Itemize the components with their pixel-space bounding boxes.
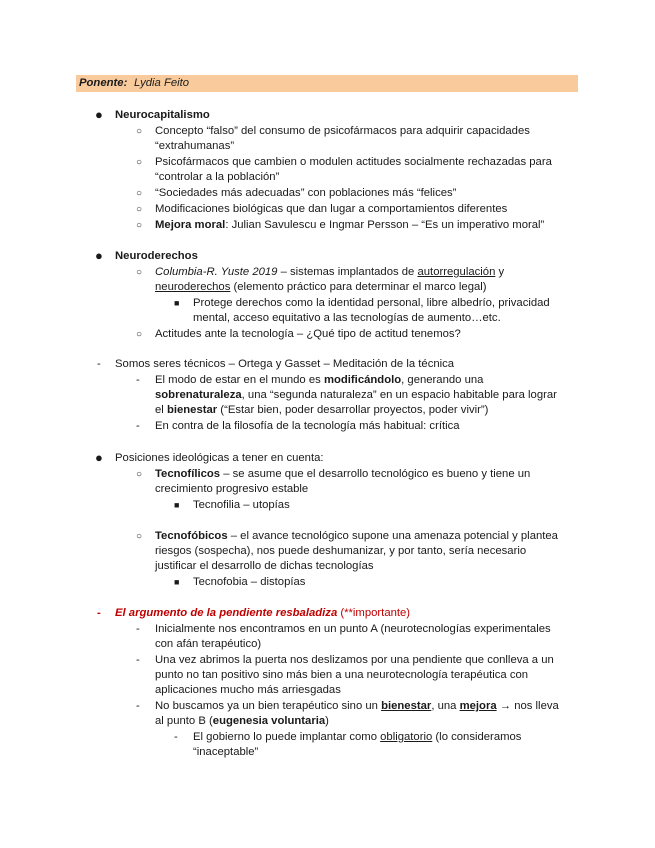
list-item-text: , una: [431, 700, 460, 712]
speaker-name: Lydia Feito: [134, 77, 190, 89]
bullet-circle-icon: ○: [136, 204, 143, 215]
list-item: En contra de la filosofía de la tecnología más habitual: crítica: [155, 420, 460, 432]
list-item-continuation: con afán terapéutico): [155, 638, 262, 650]
list-item-text: El gobierno lo puede implantar como: [193, 731, 381, 743]
section-title-neuroderechos: Neuroderechos: [115, 250, 198, 262]
list-item-continuation: aplicaciones mucho más arriesgadas: [155, 684, 341, 696]
section-title-posiciones: Posiciones ideológicas a tener en cuenta:: [115, 452, 324, 464]
bullet-dash-icon: -: [136, 420, 140, 432]
list-item: [155, 373, 483, 388]
section-title-tecnicos: Somos seres técnicos – Ortega y Gasset – Meditación de la técnica: [115, 358, 455, 370]
list-item-text: y: [495, 266, 505, 278]
section-title-pendiente: [115, 606, 410, 621]
list-item-continuation: “extrahumanas”: [155, 140, 235, 152]
speaker-header: [76, 75, 578, 92]
italic-reference: Columbia-R. Yuste 2019: [155, 266, 278, 278]
bullet-circle-icon: ○: [136, 469, 143, 480]
bold-term: Mejora moral: [155, 219, 226, 231]
list-item: Una vez abrimos la puerta nos deslizamos por una pendiente que conlleva a un: [155, 654, 554, 666]
list-item: Concepto “falso” del consumo de psicofármacos para adquirir capacidades: [155, 125, 530, 137]
bold-term: eugenesia voluntaria: [212, 715, 326, 727]
underlined-term: autorregulación: [417, 266, 496, 278]
list-item-text: (elemento práctico para determinar el marco legal): [230, 281, 487, 293]
list-item: [155, 699, 559, 714]
list-item-text: (“Estar bien, poder desarrollar proyectos, poder vivir”): [217, 404, 489, 416]
list-item-text: – se asume que el desarrollo tecnológico es bueno y tiene un: [220, 468, 531, 480]
bullet-dash-icon: -: [97, 358, 101, 370]
sub-list-item: Protege derechos como la identidad personal, libre albedrío, privacidad: [193, 297, 550, 309]
list-item-continuation: [155, 280, 487, 295]
speaker-label: Ponente:: [79, 77, 128, 89]
bullet-circle-icon: ○: [136, 157, 143, 168]
sub-list-item: [193, 730, 521, 745]
list-item: Actitudes ante la tecnología – ¿Qué tipo de actitud tenemos?: [155, 328, 461, 340]
list-item: Psicofármacos que cambien o modulen actitudes socialmente rechazadas para: [155, 156, 552, 168]
list-item-text: : Julian Savulescu e Ingmar Persson – “Es un imperativo moral”: [225, 219, 545, 231]
bold-term: sobrenaturaleza: [155, 389, 242, 401]
bullet-circle-icon: ○: [136, 267, 143, 278]
list-item: Modificaciones biológicas que dan lugar a comportamientos diferentes: [155, 203, 508, 215]
bullet-dash-icon: -: [136, 654, 140, 666]
list-item-text: → nos lleva: [496, 700, 559, 712]
bold-underlined-term: bienestar: [381, 700, 432, 712]
list-item-text: No buscamos ya un bien terapéutico sino un: [155, 700, 382, 712]
section-title-neurocapitalismo: Neurocapitalismo: [115, 109, 210, 121]
bullet-circle-icon: ○: [136, 329, 143, 340]
list-item-continuation: [155, 714, 329, 729]
list-item-text: el: [155, 404, 167, 416]
bullet-square-icon: ■: [174, 298, 180, 308]
sub-list-item: Tecnofilia – utopías: [193, 499, 290, 511]
list-item-continuation: [155, 403, 488, 418]
sub-list-item-continuation: “inaceptable”: [193, 746, 259, 758]
important-note: (**importante): [337, 607, 411, 619]
underlined-term: neuroderechos: [155, 281, 231, 293]
bullet-dot-icon: ●: [95, 248, 103, 263]
bold-term: modificándolo: [323, 374, 402, 386]
highlighted-title: El argumento de la pendiente resbaladiza: [115, 607, 338, 619]
bullet-circle-icon: ○: [136, 188, 143, 199]
list-item-continuation: [155, 388, 557, 403]
bullet-dash-icon: -: [97, 607, 101, 619]
bullet-dash-icon: -: [136, 623, 140, 635]
underlined-term: obligatorio: [380, 731, 433, 743]
bullet-dash-icon: -: [174, 731, 178, 743]
bullet-dash-icon: -: [136, 374, 140, 386]
list-item-text: , una “segunda naturaleza” en un espacio habitable para lograr: [241, 389, 557, 401]
list-item-text: al punto B (: [155, 715, 213, 727]
list-item-continuation: “controlar a la población”: [155, 171, 280, 183]
list-item-continuation: justificar el desarrollo de dichas tecnologías: [155, 560, 374, 572]
list-item-text: , generando una: [401, 374, 484, 386]
list-item: “Sociedades más adecuadas” con poblaciones más “felices”: [155, 187, 457, 199]
list-item-text: – sistemas implantados de: [277, 266, 418, 278]
bold-term: bienestar: [166, 404, 218, 416]
list-item: [155, 529, 558, 544]
list-item: [155, 467, 530, 482]
list-item-text: (lo consideramos: [432, 731, 522, 743]
list-item: Inicialmente nos encontramos en un punto A (neurotecnologías experimentales: [155, 623, 551, 635]
bullet-dash-icon: -: [136, 700, 140, 712]
list-item-text: El modo de estar en el mundo es: [155, 374, 324, 386]
list-item-text: – el avance tecnológico supone una amenaza potencial y plantea: [227, 530, 558, 542]
bullet-dot-icon: ●: [95, 450, 103, 465]
list-item-continuation: crecimiento progresivo estable: [155, 483, 309, 495]
bullet-circle-icon: ○: [136, 531, 143, 542]
list-item: [155, 218, 544, 233]
bullet-square-icon: ■: [174, 500, 180, 510]
sub-list-item-continuation: mental, acceso equitativo a las tecnologías de aumento…etc.: [193, 312, 501, 324]
list-item-continuation: riesgos (sospecha), nos puede deshumanizar, y por tanto, sería necesario: [155, 545, 527, 557]
bullet-circle-icon: ○: [136, 126, 143, 137]
bullet-square-icon: ■: [174, 577, 180, 587]
bold-underlined-term: mejora: [459, 700, 497, 712]
sub-list-item: Tecnofobia – distopías: [193, 576, 306, 588]
bullet-circle-icon: ○: [136, 220, 143, 231]
list-item-continuation: punto no tan positivo sino más bien a una neurotecnología terapéutica con: [155, 669, 529, 681]
bullet-dot-icon: ●: [95, 107, 103, 122]
list-item: [155, 265, 504, 280]
bold-term: Tecnofílicos: [155, 468, 221, 480]
bold-term: Tecnofóbicos: [155, 530, 228, 542]
list-item-text: ): [325, 715, 329, 727]
